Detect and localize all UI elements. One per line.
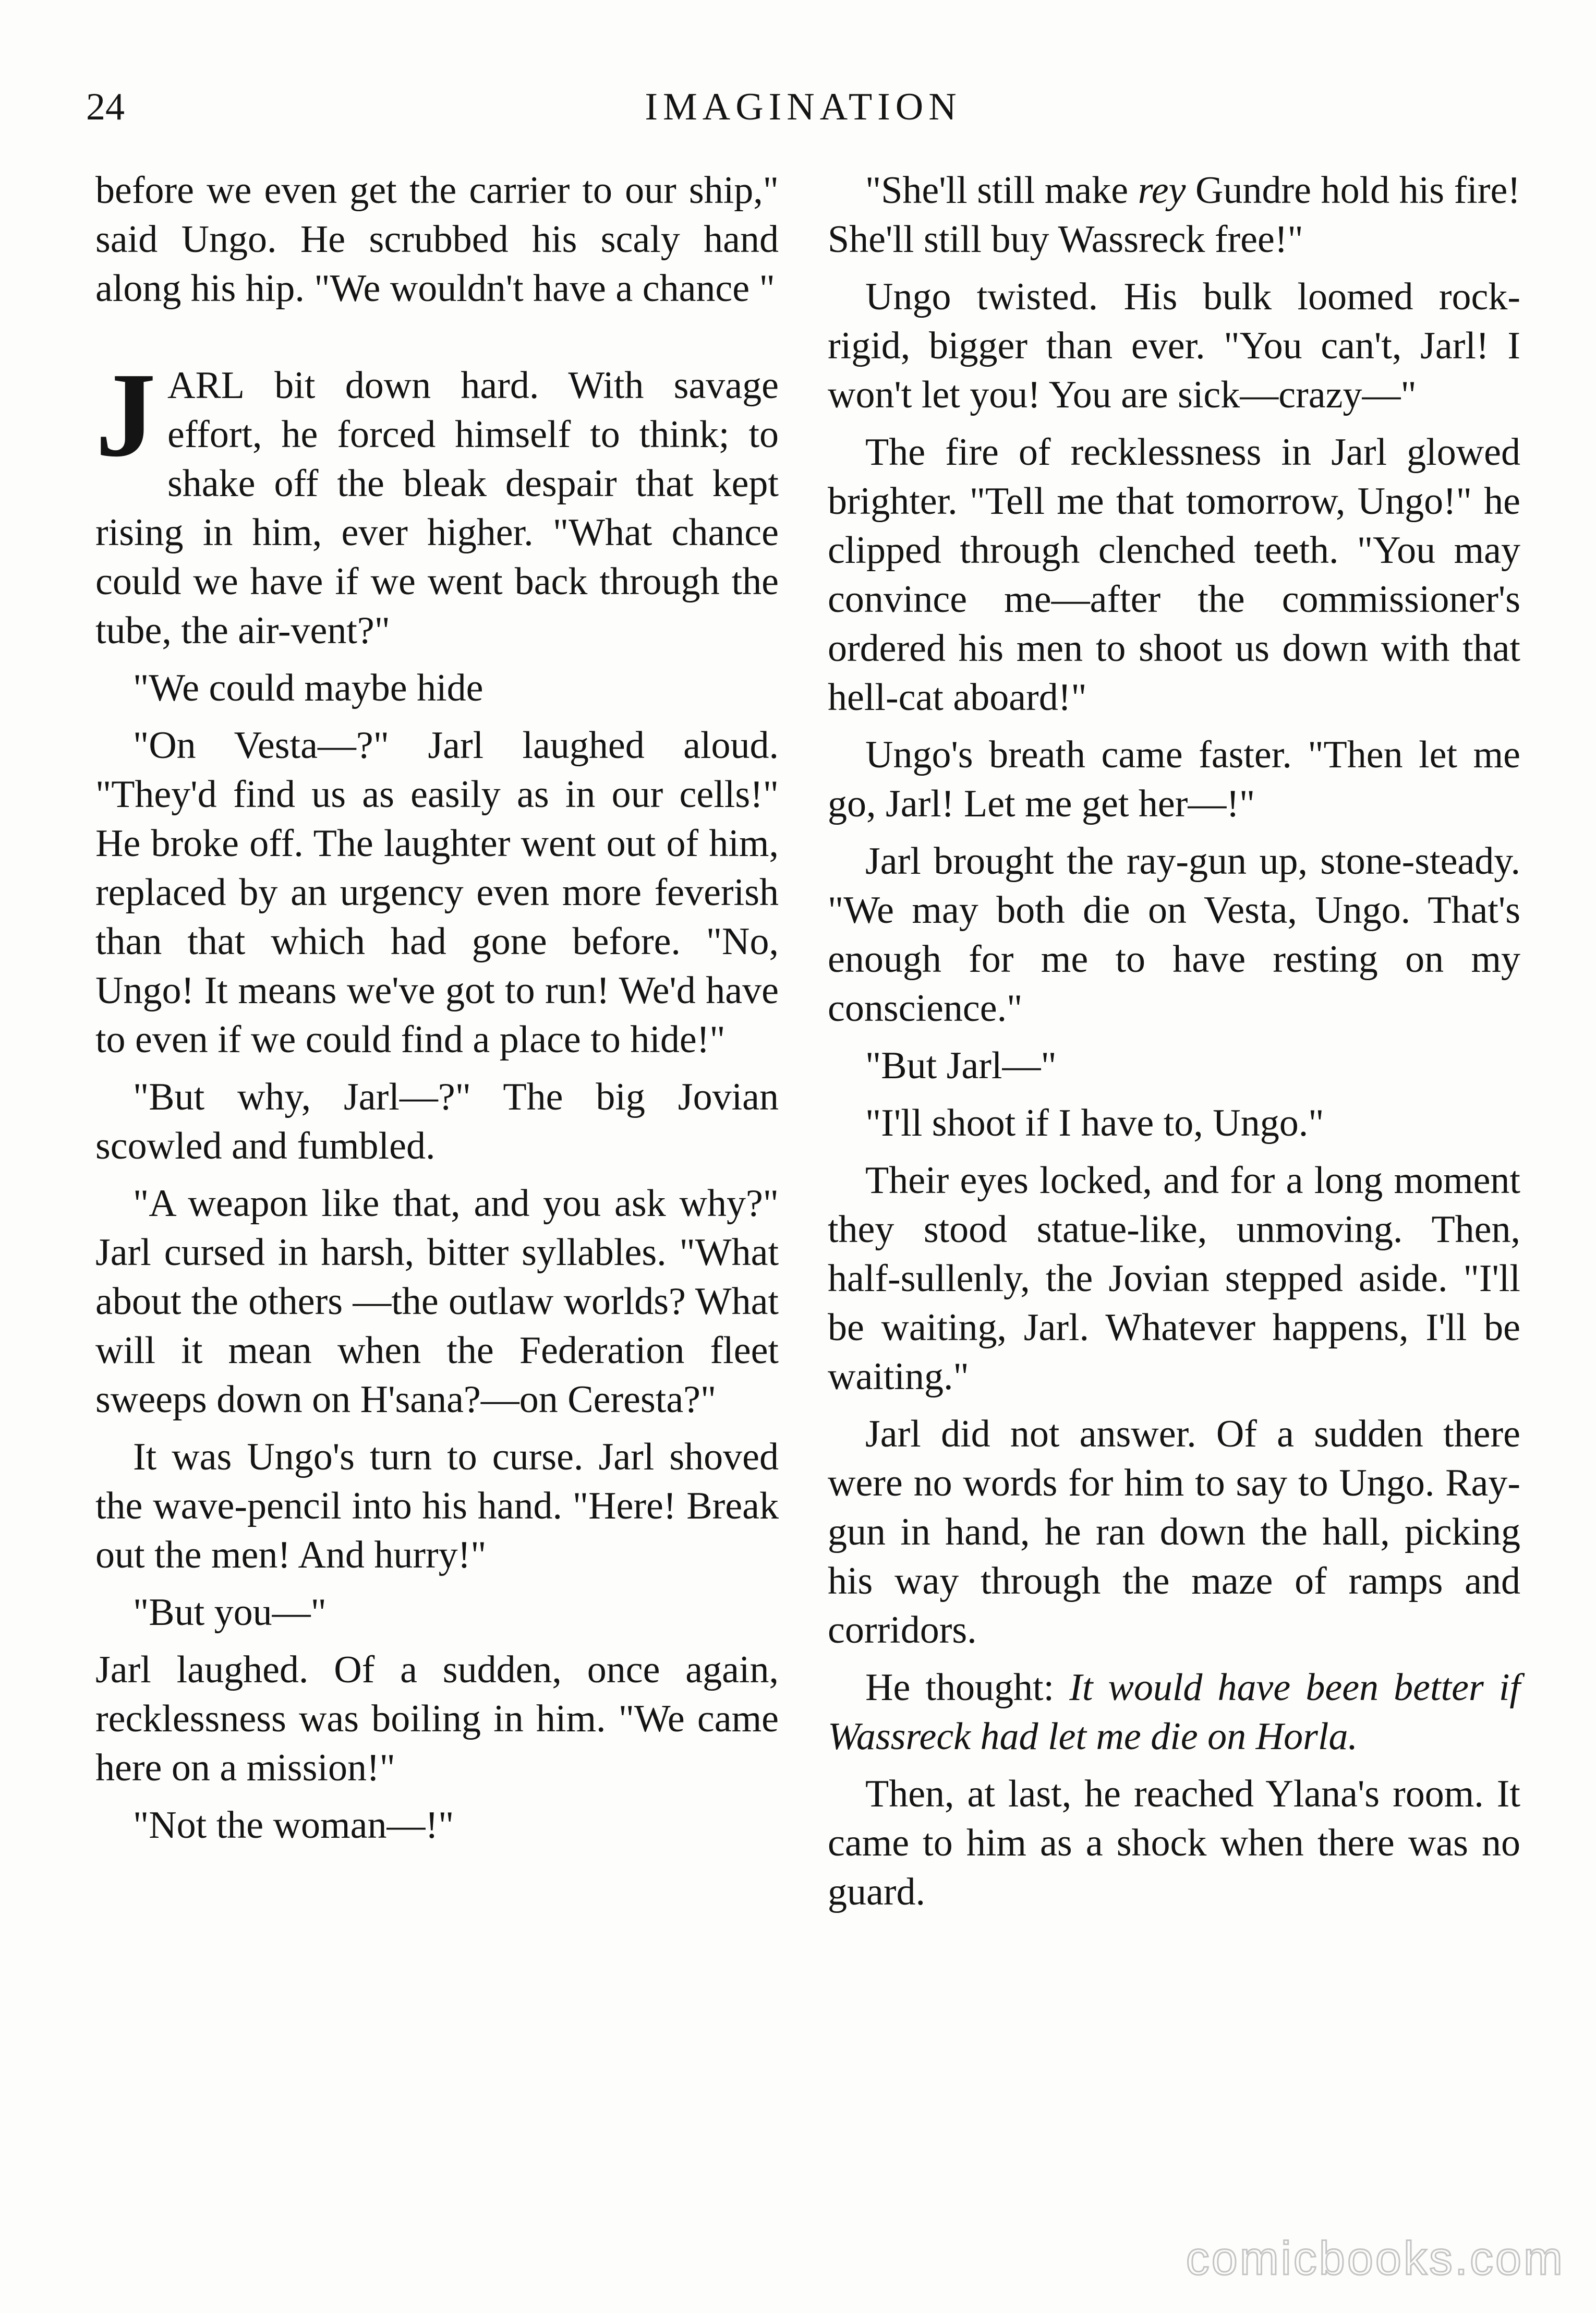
italic-thought: It would have been better if Wassreck had let me die on Horla. — [828, 1666, 1520, 1758]
paragraph: "But Jarl—" — [865, 1044, 1057, 1087]
paragraph: Then, at last, he reached Ylana's room. It came to him as a shock when there was no guard. — [828, 1773, 1520, 1913]
paragraph — [828, 1663, 1520, 1761]
paragraph-dropcap — [95, 348, 779, 655]
paragraph — [828, 166, 1520, 264]
paragraph-text: bit down hard. With savage effort, he forced himself to think; to shake off the bleak despair that kept rising in him, ever higher. "What chance could we have if we went back through the tube, the air-vent?" — [95, 364, 779, 652]
paragraph: "I'll shoot if I have to, Ungo." — [865, 1102, 1324, 1145]
right-column — [828, 166, 1520, 1925]
paragraph: Their eyes locked, and for a long moment they stood statue-like, unmoving. Then, half-sullenly, the Jovian stepped aside. "I'll be waiting, Jarl. Whatever happens, I'll be waiting." — [828, 1159, 1520, 1398]
paragraph: "But why, Jarl—?" The big Jovian scowled and fumbled. — [95, 1076, 779, 1167]
paragraph-text: "She'll still make — [865, 169, 1138, 212]
paragraph: Jarl laughed. Of a sudden, once again, recklessness was boiling in him. "We came here on a mission!" — [95, 1648, 779, 1789]
left-column — [95, 166, 779, 1858]
paragraph: Jarl did not answer. Of a sudden there were no words for him to say to Ungo. Ray-gun in hand, he ran down the hall, picking his way through the maze of ramps and corridors. — [828, 1413, 1520, 1652]
italic-word: rey — [1138, 169, 1186, 212]
paragraph: "On Vesta—?" Jarl laughed aloud. "They'd find us as easily as in our cells!" He broke off. The laughter went out of him, replaced by an urgency even more feverish than that which had gone before. "No, Ungo! It means we've got to run! We'd have to even if we could find a place to hide!" — [95, 724, 779, 1061]
paragraph-text: Gundre hold his fire! She'll still buy Wassreck free!" — [828, 169, 1520, 261]
paragraph: before we even get the carrier to our ship," said Ungo. He scrubbed his scaly hand along his hip. "We wouldn't have a chance " — [95, 169, 779, 310]
running-head: IMAGINATION — [645, 86, 962, 128]
paragraph: Jarl brought the ray-gun up, stone-steady. "We may both die on Vesta, Ungo. That's enough for me to have resting on my conscience." — [828, 840, 1520, 1030]
paragraph: "But you—" — [133, 1591, 327, 1634]
paragraph: Ungo twisted. His bulk loomed rock-rigid, bigger than ever. "You can't, Jarl! I won't let you! You are sick—crazy—" — [828, 275, 1520, 416]
page-number: 24 — [86, 86, 125, 128]
paragraph-text: He thought: — [865, 1666, 1070, 1709]
drop-cap: J — [95, 348, 156, 482]
paragraph: "A weapon like that, and you ask why?" Jarl cursed in harsh, bitter syllables. "What about the others —the outlaw worlds? What will it mean when the Federation fleet sweeps down on H'sana?—on Ceresta?" — [95, 1182, 779, 1421]
paragraph: Ungo's breath came faster. "Then let me go, Jarl! Let me get her—!" — [828, 733, 1520, 825]
paragraph: "We could maybe hide — [133, 667, 483, 709]
watermark-logo: comicbooks.com — [1186, 2233, 1565, 2285]
paragraph: It was Ungo's turn to curse. Jarl shoved the wave-pencil into his hand. "Here! Break out the men! And hurry!" — [95, 1436, 779, 1576]
paragraph: The fire of recklessness in Jarl glowed brighter. "Tell me that tomorrow, Ungo!" he clipped through clenched teeth. "You may convince me—after the commissioner's ordered his men to shoot us down with that hell-cat aboard!" — [828, 431, 1520, 719]
paragraph: "Not the woman—!" — [133, 1804, 454, 1847]
small-caps-lead: ARL — [167, 364, 245, 407]
